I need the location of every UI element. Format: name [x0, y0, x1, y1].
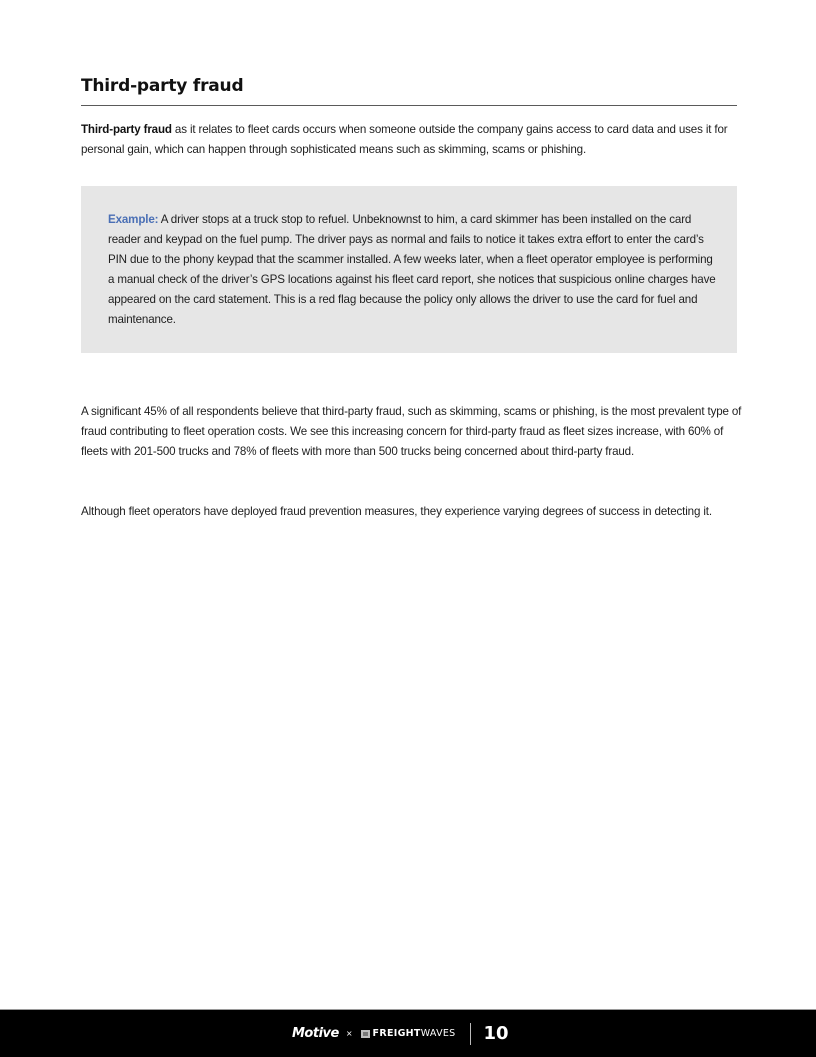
intro-text: as it relates to fleet cards occurs when someone outside the company gains access to card data and uses it for personal gain, which can happen through sophisticated means such as skimming, scams or phishing. — [81, 123, 728, 156]
example-label: Example: — [108, 213, 159, 226]
closing-paragraph: Although fleet operators have deployed fraud prevention measures, they experience varying degrees of success in detecting it. — [81, 505, 712, 518]
intro-paragraph — [81, 120, 743, 160]
example-text: A driver stops at a truck stop to refuel. Unbeknownst to him, a card skimmer has been installed on the card reader and keypad on the fuel pump. The driver pays as normal and fails to notice it takes extra effort to enter the card’s PIN due to the phony keypad that the scammer installed. A few weeks later, when a fleet operator employee is performing a manual check of the driver’s GPS locations against his fleet card report, she notices that suspicious online charges have appeared on the card statement. This is a red flag because the policy only allows the driver to use the card for fuel and maintenance. — [108, 213, 716, 326]
motive-logo: Motive — [292, 1026, 339, 1041]
page-number: 10 — [483, 1023, 509, 1044]
page-footer — [0, 1009, 816, 1057]
intro-bold-term: Third-party fraud — [81, 123, 172, 136]
title-divider — [81, 105, 737, 106]
example-callout — [81, 186, 737, 353]
collab-separator: × — [345, 1029, 353, 1038]
freightwaves-logo-light: WAVES — [420, 1028, 456, 1039]
stats-paragraph: A significant 45% of all respondents believe that third-party fraud, such as skimming, scams or phishing, is the most prevalent type of fraud contributing to fleet operation costs. We see this increasing concern for third-party fraud as fleet sizes increase, with 60% of fleets with 201-500 trucks and 78% of fleets with more than 500 trucks being concerned about third-party fraud. — [81, 405, 742, 458]
example-paragraph — [108, 210, 718, 330]
footer-divider — [470, 1023, 471, 1045]
footer-branding — [292, 1010, 509, 1057]
freightwaves-mark-icon — [361, 1030, 370, 1038]
freightwaves-logo-bold: FREIGHT — [372, 1028, 421, 1039]
section-title: Third-party fraud — [81, 76, 244, 96]
